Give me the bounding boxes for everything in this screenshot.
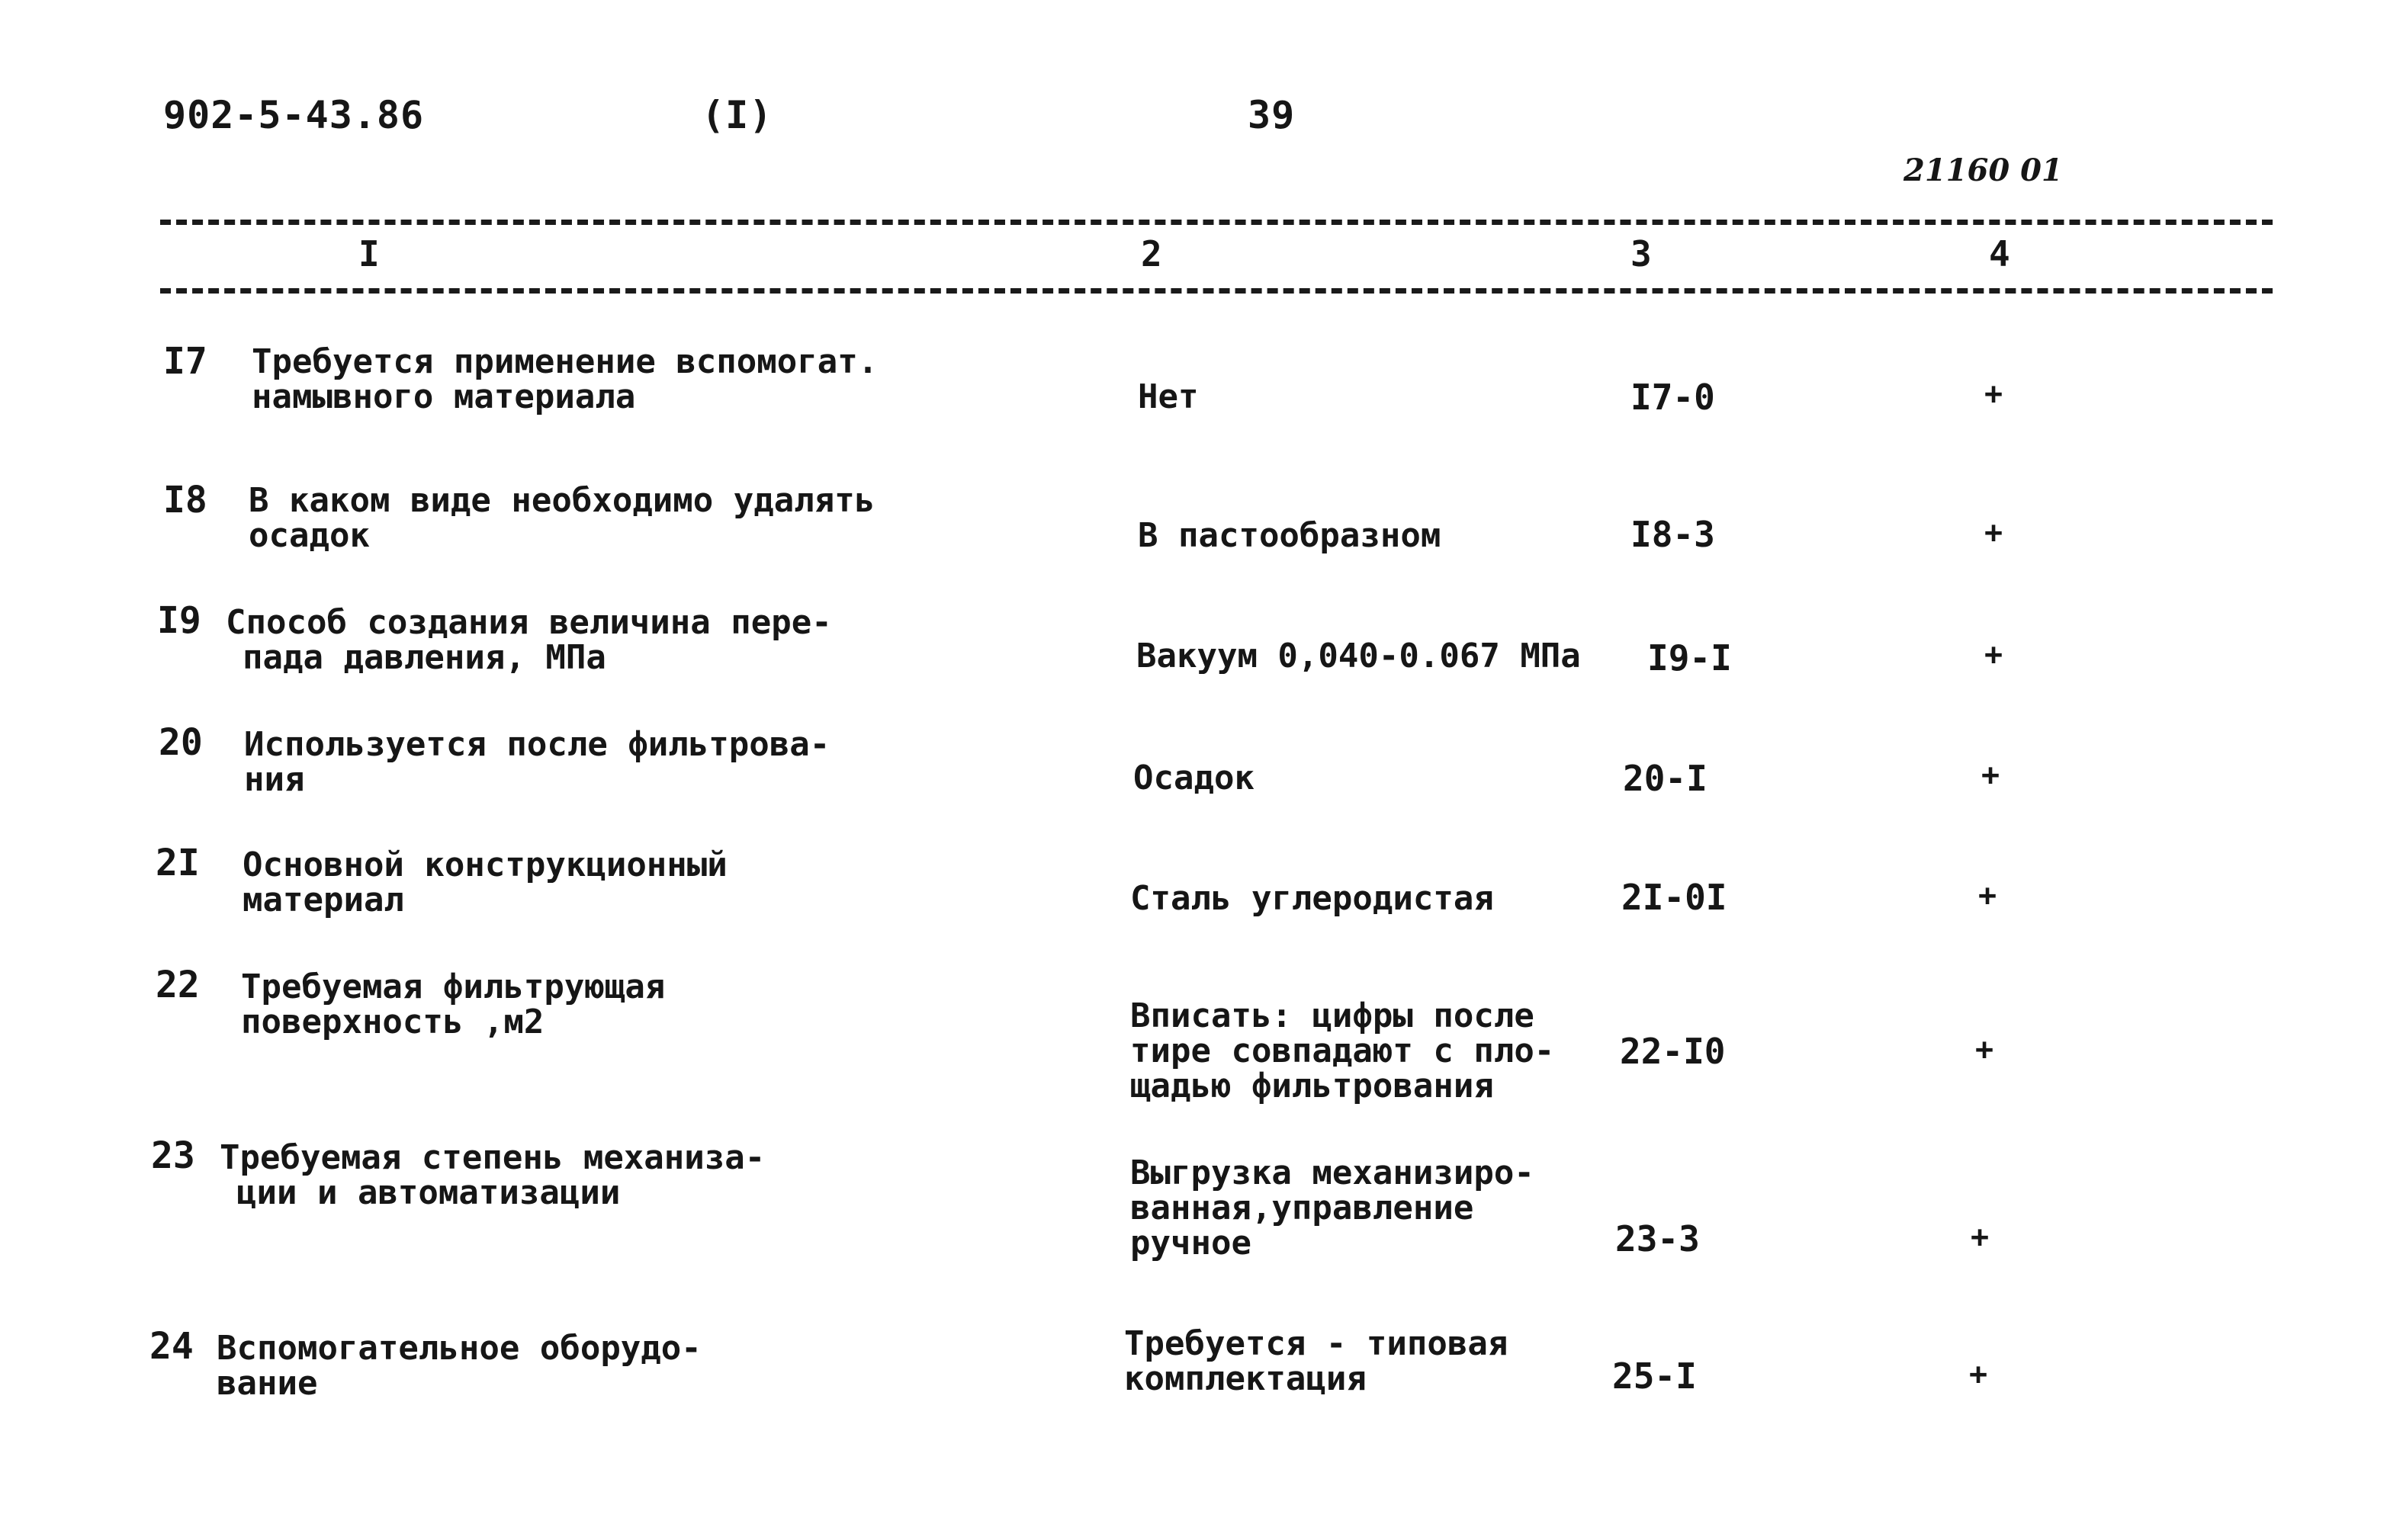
parameter-line: поверхность ,м2 [241, 1003, 545, 1041]
row-mark: + [1978, 878, 1997, 913]
column-header-2: 2 [1141, 233, 1162, 274]
row-mark: + [1984, 377, 2003, 412]
row-value [1130, 1153, 1649, 1262]
handwritten-note: 21160 01 [1903, 152, 2063, 188]
row-number: I9 [157, 599, 201, 642]
row-parameter [241, 967, 958, 1041]
document-part: (I) [702, 93, 773, 137]
row-code: 22-I0 [1620, 1031, 1726, 1072]
value-line: ручное [1130, 1224, 1251, 1262]
row-mark: + [1981, 758, 2000, 793]
row-code: 20-I [1623, 758, 1708, 799]
parameter-line: вание [217, 1364, 318, 1403]
row-number: 2I [156, 842, 200, 884]
row-mark: + [1984, 637, 2003, 672]
row-code: I8-3 [1630, 514, 1715, 555]
row-code: 23-3 [1615, 1218, 1700, 1259]
value-line: ванная,управление [1130, 1189, 1474, 1227]
parameter-line: Вспомогательное оборудо- [217, 1329, 702, 1368]
row-number: 23 [151, 1134, 195, 1177]
value-line: Требуется - типовая [1124, 1324, 1508, 1363]
value-line: Осадок [1133, 759, 1255, 797]
parameter-line: Требуется применение вспомогат. [252, 342, 879, 381]
row-value [1138, 377, 1656, 416]
parameter-line: Способ создания величина пере- [226, 603, 832, 642]
row-code: 2I-0I [1621, 877, 1727, 918]
row-parameter [244, 727, 961, 797]
value-line: тире совпадают с пло- [1130, 1031, 1555, 1070]
parameter-line: осадок [249, 516, 370, 555]
row-value [1124, 1324, 1643, 1398]
row-number: I8 [163, 479, 207, 521]
row-mark: + [1971, 1220, 1990, 1255]
row-parameter [220, 1138, 936, 1212]
row-parameter [249, 483, 965, 553]
row-value [1138, 518, 1656, 553]
row-mark: + [1969, 1357, 1988, 1392]
page-number: 39 [1248, 93, 1296, 137]
value-line: Сталь углеродистая [1130, 879, 1494, 918]
row-number: I7 [163, 340, 207, 383]
parameter-line: Требуемая фильтрующая [241, 967, 666, 1006]
parameter-line: Используется после фильтрова- [244, 725, 830, 764]
row-code: I7-0 [1630, 377, 1715, 418]
parameter-line: ции и автоматизации [236, 1173, 621, 1212]
value-line: щадью фильтрования [1130, 1067, 1494, 1105]
header-rule-bottom [160, 288, 2273, 294]
parameter-line: В каком виде необходимо удалять [249, 481, 875, 520]
row-parameter [217, 1331, 933, 1401]
parameter-line: Требуемая степень механиза- [220, 1138, 766, 1177]
row-code: I9-I [1647, 637, 1732, 679]
row-value [1130, 881, 1649, 916]
row-mark: + [1975, 1032, 1994, 1067]
row-number: 24 [149, 1325, 194, 1368]
document-code: 902-5-43.86 [163, 93, 425, 137]
row-parameter [252, 342, 969, 416]
value-line: Выгрузка механизиро- [1130, 1153, 1534, 1192]
row-value [1133, 761, 1652, 796]
column-header-4: 4 [1989, 233, 2010, 274]
row-parameter [226, 605, 943, 675]
row-value [1136, 639, 1655, 674]
value-line: Нет [1138, 377, 1199, 416]
header-rule-top [160, 220, 2273, 225]
row-number: 20 [159, 721, 203, 764]
value-line: Вакуум 0,040-0.067 МПа [1136, 637, 1581, 675]
value-line: комплектация [1124, 1359, 1367, 1398]
row-value [1130, 996, 1649, 1105]
row-parameter [243, 845, 959, 919]
column-header-1: I [358, 233, 380, 274]
parameter-line: пада давления, МПа [243, 638, 606, 677]
parameter-line: намывного материала [252, 377, 636, 416]
parameter-line: Основной конструкционный [243, 845, 728, 884]
row-number: 22 [156, 964, 200, 1006]
row-mark: + [1984, 515, 2003, 550]
parameter-line: материал [243, 881, 404, 919]
value-line: Вписать: цифры после [1130, 996, 1534, 1035]
parameter-line: ния [244, 760, 305, 799]
value-line: В пастообразном [1138, 516, 1441, 555]
column-header-3: 3 [1630, 233, 1652, 274]
row-code: 25-I [1612, 1356, 1697, 1397]
